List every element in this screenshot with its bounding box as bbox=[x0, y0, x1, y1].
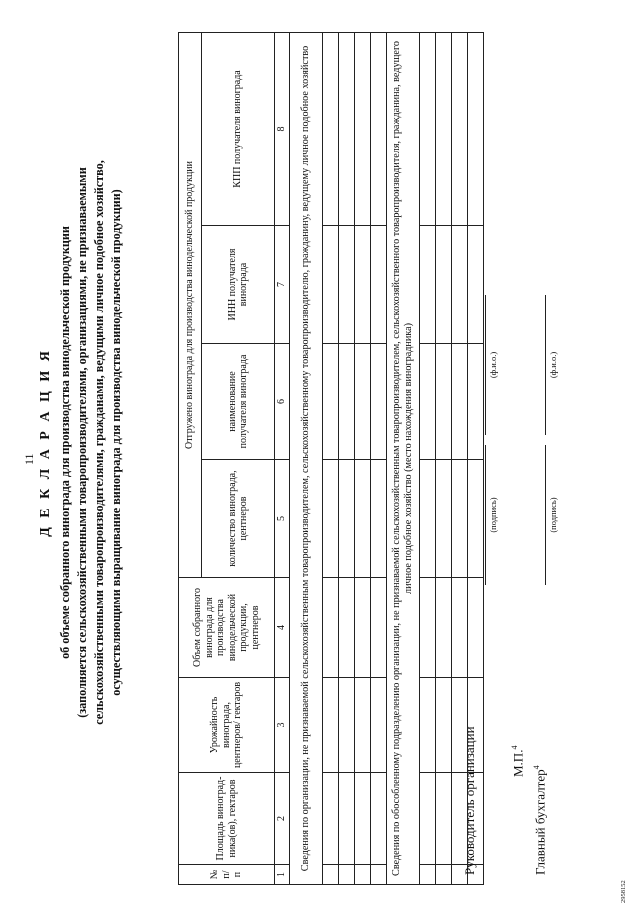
table-row bbox=[354, 32, 370, 884]
accountant-label: Главный бухгалтер$^4$ bbox=[532, 765, 548, 875]
footer-code: 2958152 bbox=[620, 880, 627, 903]
head-name-caption: (ф.и.о.) bbox=[488, 351, 498, 379]
section-row bbox=[386, 32, 419, 884]
table-row bbox=[322, 32, 338, 884]
header-recipient-name: наименование получателя винограда bbox=[202, 344, 275, 460]
column-number: 6 bbox=[275, 344, 290, 460]
header-quantity: количество винограда, центнеров bbox=[202, 460, 275, 578]
table-row bbox=[419, 32, 435, 884]
section-organization: Сведения по организации, не признаваемой сельскохозяйственным товаропроизводителем, сельскохозяйственному товаропроизводителю, гражданину, ведущему личное подобное хозяйство bbox=[289, 32, 322, 884]
header-recipient-inn: ИНН получателя винограда bbox=[202, 226, 275, 344]
table-row bbox=[338, 32, 354, 884]
page-number: 11 bbox=[22, 453, 36, 465]
accountant-name-caption: (ф.и.о.) bbox=[548, 351, 558, 379]
column-number: 3 bbox=[275, 678, 290, 773]
column-number: 4 bbox=[275, 578, 290, 678]
column-numbers-row bbox=[275, 32, 290, 884]
title-block bbox=[38, 20, 125, 865]
header-number: № п/п bbox=[179, 865, 275, 885]
head-label: Руководитель организации bbox=[462, 726, 477, 875]
column-number: 2 bbox=[275, 773, 290, 865]
accountant-signature-caption: (подпись) bbox=[548, 497, 558, 533]
header-shipped-group: Отгружено винограда для производства винодельческой продукции bbox=[179, 32, 202, 577]
document-title: Д Е К Л А Р А Ц И Я bbox=[38, 348, 53, 537]
section-subdivision: Сведения по обособленному подразделению организации, не признаваемой сельскохозяйственным товаропроизводителем, сельскохозяйственного товаропроизводителя, гражданина, ведущего личное подобное хозяйство (место нахождения виноградника) bbox=[386, 32, 419, 884]
head-signature-line bbox=[485, 445, 486, 585]
column-number: 5 bbox=[275, 460, 290, 578]
title-line: осуществляющими выращивание винограда для производства винодельческой продукции) bbox=[109, 189, 123, 696]
accountant-signature-line bbox=[545, 445, 546, 585]
accountant-name-line bbox=[545, 295, 546, 435]
table-row bbox=[435, 32, 451, 884]
declaration-table bbox=[178, 32, 484, 885]
header-recipient-kpp: КПП получателя винограда bbox=[202, 32, 275, 225]
title-line: (заполняется сельскохозяйственными товаропроизводителями, организациями, не признаваемыми bbox=[75, 167, 89, 718]
header-area: Площадь виноград-ника(ов), гектаров bbox=[179, 773, 275, 865]
section-row bbox=[289, 32, 322, 884]
head-name-line bbox=[485, 295, 486, 435]
title-line: об объеме собранного винограда для производства винодельческой продукции bbox=[58, 226, 72, 659]
column-number: 8 bbox=[275, 32, 290, 225]
header-volume: Объем собранного винограда для производства винодельческой продукции, центнеров bbox=[179, 578, 275, 678]
head-signature-caption: (подпись) bbox=[488, 497, 498, 533]
column-number: 7 bbox=[275, 226, 290, 344]
table-row bbox=[370, 32, 386, 884]
title-line: сельскохозяйственными товаропроизводителями, гражданами, ведущими личное подобное хозяйство, bbox=[92, 160, 106, 725]
header-yield: Урожайность винограда, центнеров/ гектаров bbox=[179, 678, 275, 773]
column-number: 1 bbox=[275, 865, 290, 885]
stamp-label: М.П.$^4$ bbox=[510, 745, 526, 777]
